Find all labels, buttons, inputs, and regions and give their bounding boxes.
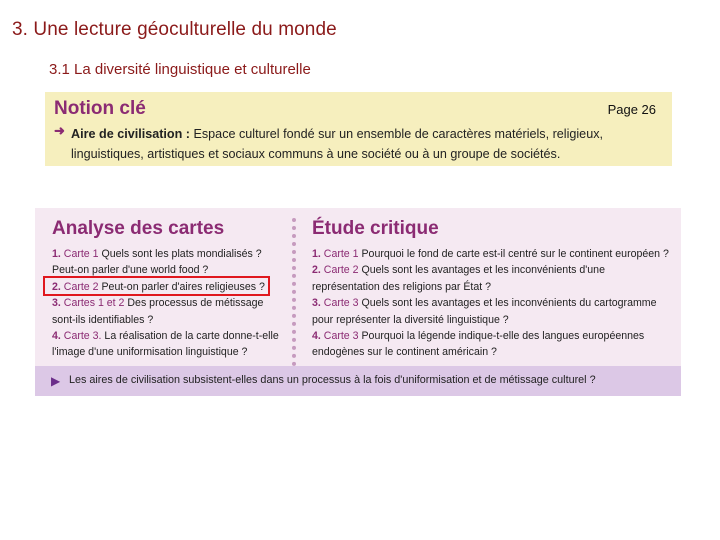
etude-column <box>312 218 672 361</box>
exercise-box <box>35 208 681 396</box>
question-line <box>52 246 282 262</box>
notion-cle-box <box>45 92 672 166</box>
question-text: représentation des religions par État ? <box>312 280 492 293</box>
question-line <box>312 246 672 262</box>
question-line <box>312 344 672 360</box>
question-number: 2. <box>312 264 321 277</box>
map-reference: Carte 2 <box>63 280 99 293</box>
notion-term: Aire de civilisation : <box>71 127 190 141</box>
question-number: 2. <box>52 280 61 293</box>
question-line <box>312 312 672 328</box>
question-text: Quels sont les plats mondialisés ? <box>98 248 262 260</box>
question-text: Peut-on parler d'une world food ? <box>52 264 209 277</box>
question-number: 4. <box>52 330 61 343</box>
question-text: La réalisation de la carte donne-t-elle <box>101 330 279 343</box>
question-text: Quels sont les avantages et les inconvénients du cartogramme <box>358 297 657 310</box>
map-reference: Carte 3 <box>323 330 359 343</box>
synthesis-band <box>35 366 681 396</box>
map-reference: Carte 3 <box>323 297 359 310</box>
question-line <box>312 279 672 295</box>
question-line <box>52 328 282 344</box>
question-text: sont-ils identifiables ? <box>52 313 154 326</box>
question-line <box>312 262 672 278</box>
question-text: Pourquoi la légende indique-t-elle des langues européennes <box>358 330 645 343</box>
map-reference: Carte 1 <box>63 248 99 260</box>
notion-heading: Notion clé <box>54 98 146 119</box>
map-reference: Cartes 1 et 2 <box>63 297 125 310</box>
etude-heading: Étude critique <box>312 218 439 239</box>
question-text: Des processus de métissage <box>124 297 264 310</box>
question-highlight-frame <box>43 276 270 296</box>
question-line <box>312 295 672 311</box>
question-line <box>52 344 282 360</box>
question-number: 1. <box>312 248 321 260</box>
synthesis-question: Les aires de civilisation subsistent-elles dans un processus à la fois d'uniformisation et de métissage culturel ? <box>69 374 596 386</box>
map-reference: Carte 2 <box>323 264 359 277</box>
question-number: 1. <box>52 248 61 260</box>
map-reference: Carte 3. <box>63 330 102 343</box>
question-text: l'image d'une uniformisation linguistique ? <box>52 346 248 359</box>
question-text: Pourquoi le fond de carte est-il centré sur le continent européen ? <box>358 248 669 260</box>
play-triangle-icon: ▶ <box>51 374 61 388</box>
analyse-heading: Analyse des cartes <box>52 218 225 239</box>
question-text: endogènes sur le continent américain ? <box>312 346 497 359</box>
question-number: 3. <box>312 297 321 310</box>
map-reference: Carte 1 <box>323 248 359 260</box>
question-text: Peut-on parler d'aires religieuses ? <box>98 280 265 293</box>
arrow-right-icon: ➜ <box>54 123 65 138</box>
question-number: 3. <box>52 297 61 310</box>
page-reference: Page 26 <box>607 102 656 117</box>
column-divider <box>292 218 296 366</box>
etude-question-list <box>312 246 672 361</box>
page-title: 3. Une lecture géoculturelle du monde <box>12 19 337 40</box>
question-number: 4. <box>312 330 321 343</box>
notion-definition <box>71 124 667 164</box>
notion-definition-text: Espace culturel fondé sur un ensemble de caractères matériels, religieux, linguistiques, artistiques et sociaux communs à une société ou à un groupe de sociétés. <box>71 127 603 161</box>
question-text: Quels sont les avantages et les inconvénients d'une <box>358 264 605 277</box>
question-text: pour représenter la diversité linguistique ? <box>312 313 509 326</box>
question-line <box>52 295 282 311</box>
question-line <box>52 312 282 328</box>
question-line <box>312 328 672 344</box>
section-subtitle: 3.1 La diversité linguistique et culturelle <box>49 61 311 78</box>
analyse-question-list <box>52 246 282 361</box>
